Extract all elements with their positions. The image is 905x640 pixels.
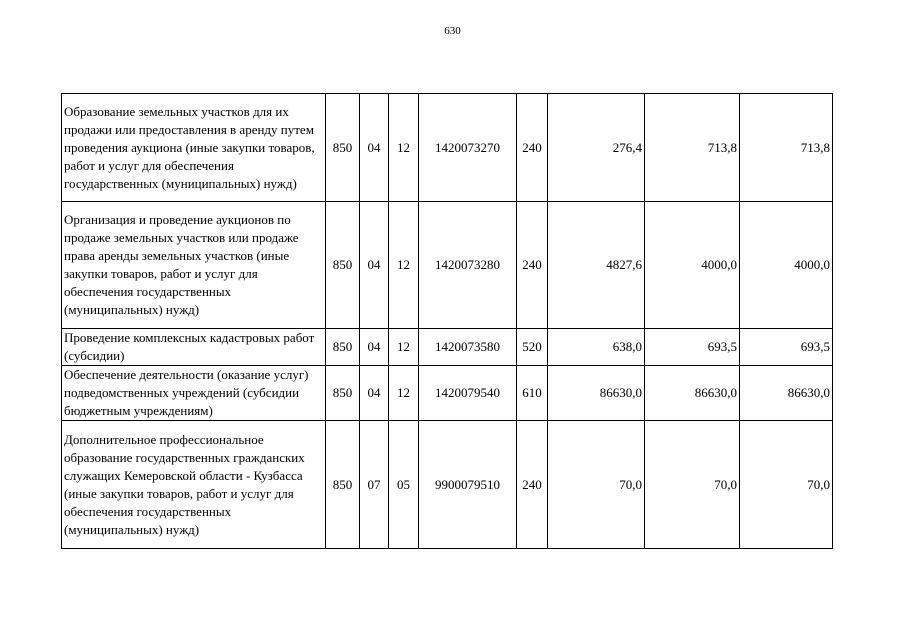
ministry-code: 850 — [326, 94, 360, 202]
subsection-code: 12 — [389, 202, 419, 329]
amount-1: 70,0 — [548, 421, 645, 549]
table-row — [62, 94, 833, 202]
row-name: Проведение комплексных кадастровых работ (субсидии) — [62, 329, 326, 366]
amount-2: 86630,0 — [645, 366, 740, 421]
row-name: Организация и проведение аукционов по продаже земельных участков или продаже права аренды земельных участков (иные закупки товаров, работ и услуг для обеспечения государственных (муниципальных) нужд) — [62, 202, 326, 329]
section-code: 07 — [360, 421, 389, 549]
target-article: 1420073280 — [419, 202, 517, 329]
table-row — [62, 366, 833, 421]
page-number: 630 — [444, 25, 461, 37]
amount-1: 4827,6 — [548, 202, 645, 329]
amount-3: 70,0 — [740, 421, 833, 549]
row-name: Дополнительное профессиональное образование государственных гражданских служащих Кемеровской области - Кузбасса (иные закупки товаров, работ и услуг для обеспечения государственных (муниципальных) нужд) — [62, 421, 326, 549]
row-name: Образование земельных участков для их продажи или предоставления в аренду путем проведения аукциона (иные закупки товаров, работ и услуг для обеспечения государственных (муниципальных) нужд) — [62, 94, 326, 202]
amount-3: 713,8 — [740, 94, 833, 202]
amount-2: 4000,0 — [645, 202, 740, 329]
amount-1: 276,4 — [548, 94, 645, 202]
section-code: 04 — [360, 202, 389, 329]
table-row — [62, 329, 833, 366]
amount-1: 638,0 — [548, 329, 645, 366]
expense-type: 520 — [517, 329, 548, 366]
amount-3: 86630,0 — [740, 366, 833, 421]
target-article: 9900079510 — [419, 421, 517, 549]
section-code: 04 — [360, 366, 389, 421]
amount-2: 693,5 — [645, 329, 740, 366]
ministry-code: 850 — [326, 329, 360, 366]
target-article: 1420073270 — [419, 94, 517, 202]
amount-2: 713,8 — [645, 94, 740, 202]
subsection-code: 12 — [389, 366, 419, 421]
ministry-code: 850 — [326, 421, 360, 549]
table-row — [62, 202, 833, 329]
subsection-code: 05 — [389, 421, 419, 549]
subsection-code: 12 — [389, 329, 419, 366]
ministry-code: 850 — [326, 366, 360, 421]
amount-3: 693,5 — [740, 329, 833, 366]
target-article: 1420079540 — [419, 366, 517, 421]
expense-type: 240 — [517, 202, 548, 329]
budget-table — [61, 93, 833, 549]
expense-type: 240 — [517, 94, 548, 202]
row-name: Обеспечение деятельности (оказание услуг) подведомственных учреждений (субсидии бюджетным учреждениям) — [62, 366, 326, 421]
ministry-code: 850 — [326, 202, 360, 329]
section-code: 04 — [360, 94, 389, 202]
section-code: 04 — [360, 329, 389, 366]
expense-type: 610 — [517, 366, 548, 421]
amount-3: 4000,0 — [740, 202, 833, 329]
table-row — [62, 421, 833, 549]
amount-2: 70,0 — [645, 421, 740, 549]
target-article: 1420073580 — [419, 329, 517, 366]
expense-type: 240 — [517, 421, 548, 549]
subsection-code: 12 — [389, 94, 419, 202]
amount-1: 86630,0 — [548, 366, 645, 421]
